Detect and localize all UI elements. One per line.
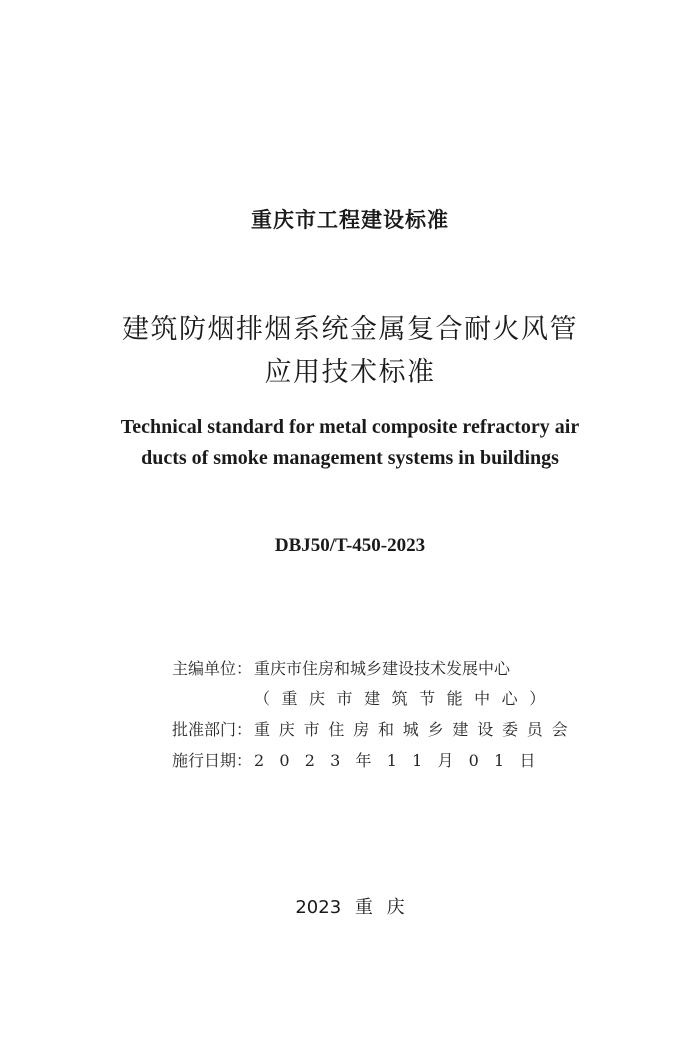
editor-sub-value: （重庆市建筑节能中心） (254, 689, 557, 708)
editor-label: 主编单位： (172, 659, 253, 678)
approver-value: 重庆市住房和城乡建设委员会 (254, 720, 577, 739)
editor-sub-row (172, 688, 557, 710)
title-en-line-1: Technical standard for metal composite refractory air (120, 416, 580, 438)
date-row (172, 750, 552, 772)
approver-row (172, 719, 577, 741)
editor-value: 重庆市住房和城乡建设技术发展中心 (254, 659, 511, 678)
editor-row (172, 658, 552, 680)
approver-label: 批准部门： (172, 720, 253, 739)
footer-city: 重 庆 (354, 897, 405, 918)
standard-code: DBJ50/T-450-2023 (274, 535, 426, 556)
title-en-line-2: ducts of smoke management systems in buildings (141, 447, 559, 469)
title-cn-line-2: 应用技术标准 (264, 357, 436, 388)
footer-year: 2023 (295, 897, 342, 918)
publication-footer (0, 893, 700, 919)
title-cn-line-1: 建筑防烟排烟系统金属复合耐火风管 (122, 314, 578, 345)
standard-series: 重庆市工程建设标准 (251, 208, 449, 232)
date-value: 2023年11月01日 (254, 751, 551, 770)
date-label: 施行日期： (172, 751, 253, 770)
